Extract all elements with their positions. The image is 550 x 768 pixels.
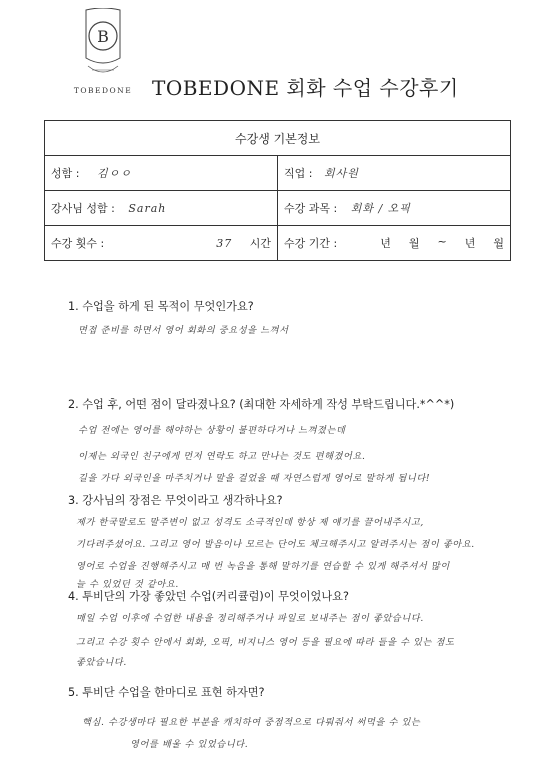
count-cell: [45, 226, 278, 261]
subject-cell: [278, 191, 511, 226]
teacher-value: Sarah: [128, 202, 167, 215]
answer-4-line-3: 좋았습니다.: [76, 657, 127, 668]
period-label: 수강 기간 :: [284, 237, 338, 250]
brand-sub-line: [66, 97, 140, 102]
page-title: TOBEDONE 회화 수업 수강후기: [152, 76, 459, 100]
question-3: 3. 강사님의 장점은 무엇이라고 생각하나요?: [68, 494, 283, 507]
teacher-label: 강사님 성함 :: [51, 202, 115, 215]
info-heading: 수강생 기본정보: [45, 121, 511, 156]
period-tilde: ~: [437, 235, 447, 248]
question-2: 2. 수업 후, 어떤 점이 달라졌나요? (최대한 자세하게 작성 부탁드립니다.*^^*): [68, 398, 455, 411]
job-value: 회사원: [323, 167, 359, 180]
count-value: 37: [216, 237, 233, 250]
answer-5-line-1: 핵심. 수강생마다 필요한 부분을 캐치하여 중점적으로 다뤄줘서 써먹을 수 있는: [82, 717, 421, 728]
svg-text:B: B: [97, 27, 109, 46]
answer-1-line-1: 면접 준비를 하면서 영어 회화의 중요성을 느껴서: [78, 325, 289, 336]
subject-label: 수강 과목 :: [284, 202, 338, 215]
period-month-start: 월: [408, 237, 420, 250]
period-year-end: 년: [464, 237, 476, 250]
answer-2-line-3: 길을 가다 외국인을 마주치거나 말을 걸었을 때 자연스럽게 영어로 말하게 됩니다!: [78, 473, 431, 484]
question-1: 1. 수업을 하게 된 목적이 무엇인가요?: [68, 300, 254, 313]
name-value: 김ㅇㅇ: [96, 167, 132, 180]
name-cell: [45, 156, 278, 191]
job-cell: [278, 156, 511, 191]
name-label: 성함 :: [51, 167, 80, 180]
count-label: 수강 횟수 :: [51, 237, 105, 250]
brand-name: TOBEDONE: [73, 86, 133, 95]
question-4: 4. 투비단의 가장 좋았던 수업(커리큘럼)이 무엇이었나요?: [68, 590, 349, 603]
answer-3-line-4: 늘 수 있었던 것 같아요.: [76, 579, 179, 590]
job-label: 직업 :: [284, 167, 313, 180]
answer-3-line-1: 제가 한국말로도 말주변이 없고 성격도 소극적인데 항상 제 얘기를 끌어내주시고,: [76, 517, 424, 528]
subject-value: 회화 / 오픽: [350, 202, 411, 215]
answer-5-line-2: 영어를 배울 수 있었습니다.: [130, 739, 249, 750]
period-cell: [278, 226, 511, 261]
answer-2-line-1: 수업 전에는 영어를 해야하는 상황이 불편하다거나 느껴졌는데: [78, 425, 346, 436]
period-year-start: 년: [380, 237, 391, 250]
answer-3-line-3: 영어로 수업을 진행해주시고 매 번 녹음을 통해 말하기를 연습할 수 있게 해주셔서 많이: [76, 561, 450, 572]
answer-4-line-1: 매일 수업 이후에 수업한 내용을 정리해주거나 파일로 보내주는 점이 좋았습니다.: [76, 613, 424, 624]
student-info-table: [44, 120, 511, 261]
answer-2-line-2: 이제는 외국인 친구에게 먼저 연락도 하고 만나는 것도 편해졌어요.: [78, 451, 366, 462]
question-5: 5. 투비단 수업을 한마디로 표현 하자면?: [68, 686, 265, 699]
count-unit: 시간: [249, 237, 271, 250]
brand-logo: [66, 8, 140, 108]
crest-icon: [78, 8, 128, 80]
answer-4-line-2: 그리고 수강 횟수 안에서 회화, 오픽, 비지니스 영어 등을 필요에 따라 들을 수 있는 점도: [76, 637, 455, 648]
teacher-cell: [45, 191, 278, 226]
period-month-end: 월: [493, 237, 504, 250]
answer-3-line-2: 기다려주셨어요. 그리고 영어 발음이나 모르는 단어도 체크해주시고 알려주시는 점이 좋아요.: [76, 539, 475, 550]
